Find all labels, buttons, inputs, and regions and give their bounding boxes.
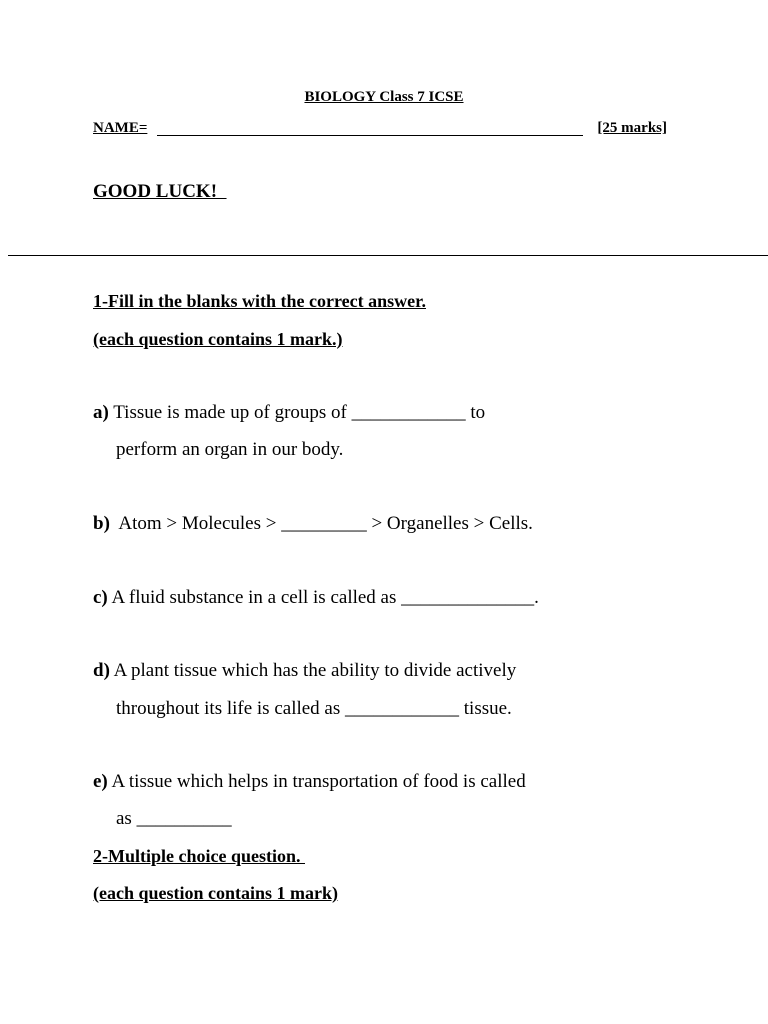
total-marks: [25 marks] <box>597 120 667 136</box>
question-c <box>93 587 539 609</box>
question-text: Tissue is made up of groups of ____________ to <box>108 402 486 423</box>
worksheet-title: BIOLOGY Class 7 ICSE <box>304 89 464 105</box>
question-text: A tissue which helps in transportation of food is called <box>107 771 526 792</box>
name-row <box>93 120 667 140</box>
question-text: A fluid substance in a cell is called as ______________. <box>107 587 539 608</box>
section2-note: (each question contains 1 mark) <box>93 883 339 903</box>
section1-note: (each question contains 1 mark.) <box>93 329 343 349</box>
name-label: NAME= <box>93 120 148 136</box>
question-d-line2: throughout its life is called as ____________ tissue. <box>116 698 512 719</box>
question-e-line2: as __________ <box>116 808 232 829</box>
question-text: A plant tissue which has the ability to divide actively <box>109 660 517 681</box>
divider-line <box>8 255 768 256</box>
section2-heading: 2-Multiple choice question. <box>93 846 305 866</box>
question-label: b) <box>93 513 110 534</box>
question-b <box>93 513 533 535</box>
question-label: c) <box>93 587 108 608</box>
question-text: Atom > Molecules > _________ > Organelles > Cells. <box>109 513 533 534</box>
question-a-line1 <box>93 402 485 424</box>
question-label: a) <box>93 402 109 423</box>
name-blank-line <box>157 135 583 136</box>
question-label: e) <box>93 771 108 792</box>
question-a-line2: perform an organ in our body. <box>116 439 344 460</box>
question-d-line1 <box>93 660 516 682</box>
section1-heading: 1-Fill in the blanks with the correct answer. <box>93 291 426 311</box>
good-luck-text: GOOD LUCK! <box>93 181 227 202</box>
question-e-line1 <box>93 771 526 793</box>
question-label: d) <box>93 660 110 681</box>
